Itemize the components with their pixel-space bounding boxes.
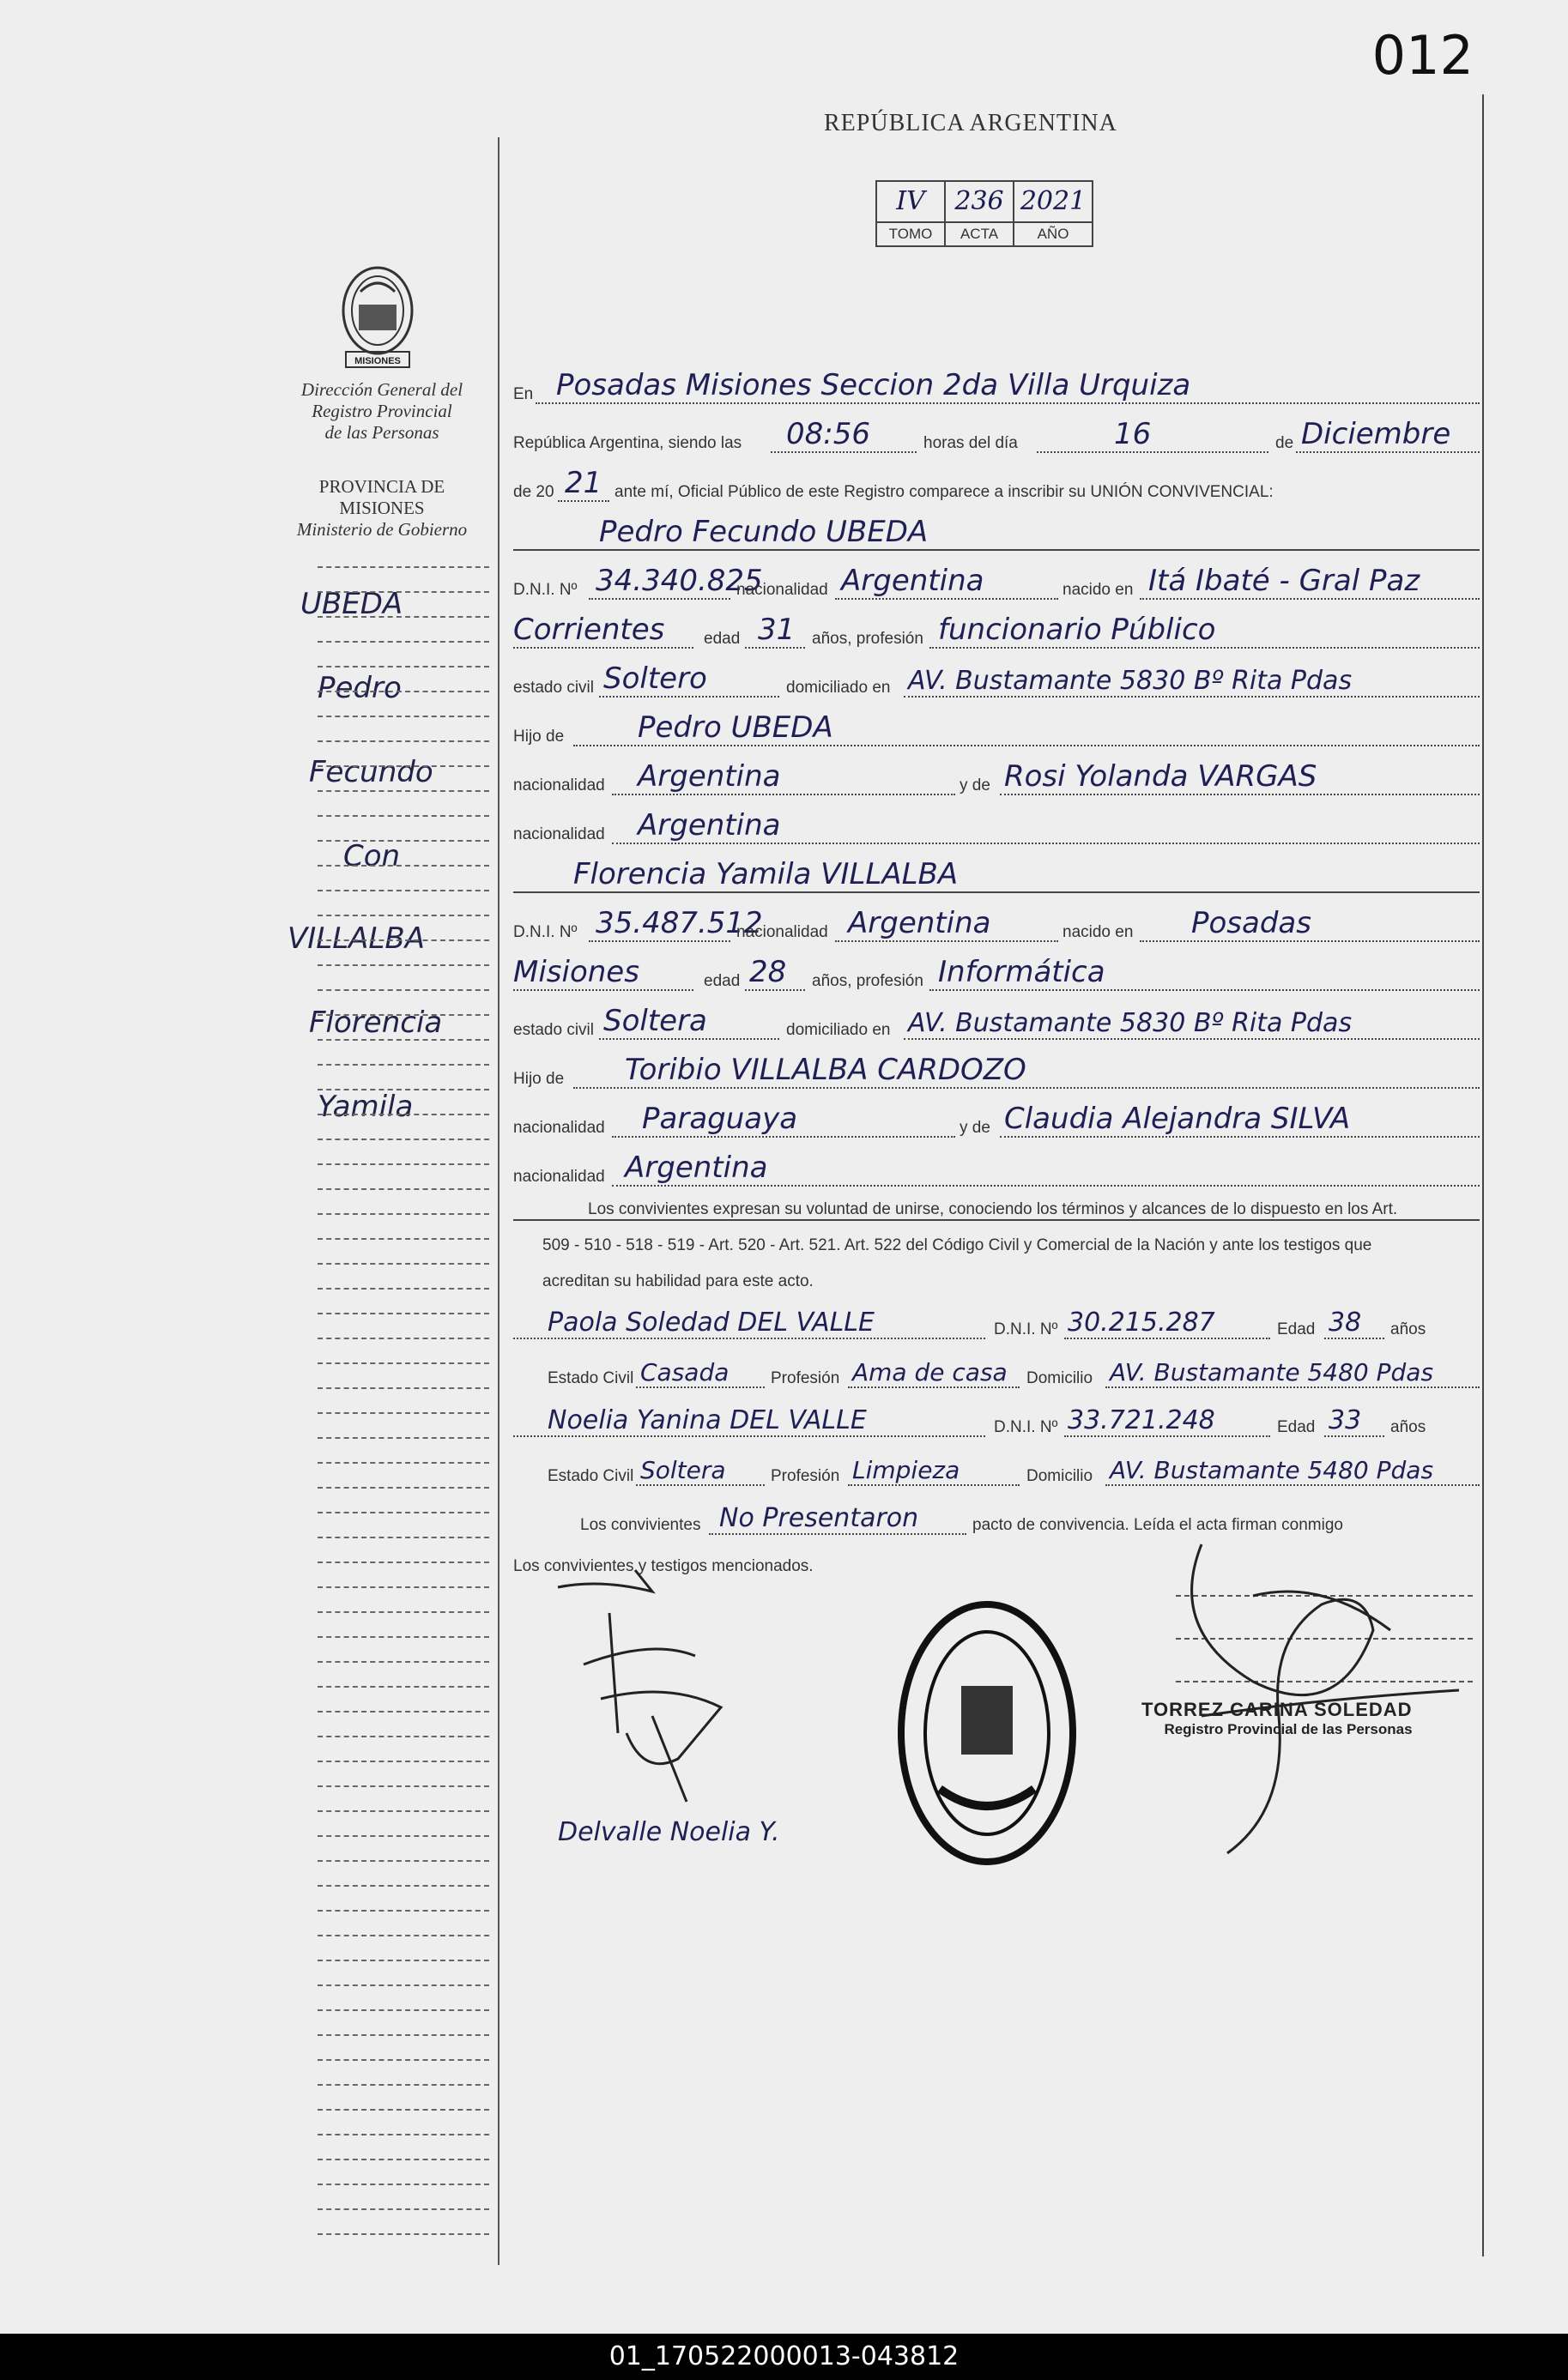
margin-rule — [318, 1537, 489, 1538]
provincia-line-2: MISIONES — [339, 498, 425, 518]
fill-line — [835, 940, 1058, 942]
witness-signature-icon — [549, 1561, 790, 1819]
fill-line — [1000, 1136, 1480, 1138]
margin-rule — [318, 1014, 489, 1016]
domicilio-label: domiciliado en — [786, 679, 891, 697]
fill-line — [599, 1038, 779, 1040]
edad-label: Edad — [1277, 1320, 1316, 1338]
domicilio-label: Domicilio — [1026, 1467, 1093, 1485]
fill-line — [745, 989, 805, 991]
row-p1-nombre — [513, 507, 1483, 556]
fill-line — [513, 1435, 985, 1437]
direccion-line-1: Dirección General del — [300, 379, 463, 400]
fill-line — [536, 402, 1480, 404]
margin-rule — [318, 2184, 489, 2185]
t1-dni: 30.215.287 — [1068, 1308, 1215, 1338]
acta-label: ACTA — [960, 226, 999, 242]
p2-profesion: Informática — [938, 955, 1105, 989]
estado-civil-label: estado civil — [513, 679, 594, 697]
fill-line — [636, 1386, 765, 1388]
margin-rule — [318, 1860, 489, 1862]
ministerio: Ministerio de Gobierno — [296, 519, 468, 540]
margin-rule — [318, 1761, 489, 1762]
provincia-block — [275, 476, 489, 541]
margin-rule — [318, 2233, 489, 2235]
fill-line — [1296, 451, 1480, 453]
p2-padre-nacionalidad: Paraguaya — [642, 1102, 798, 1136]
p1-dni: 34.340.825 — [596, 564, 763, 598]
pacto-label: pacto de convivencia. Leída el acta firman conmigo — [972, 1516, 1343, 1534]
margin-rule — [318, 1487, 489, 1489]
fill-line — [904, 1038, 1480, 1040]
row-p1-dni — [513, 556, 1483, 605]
margin-rule — [318, 1935, 489, 1936]
margin-rule — [318, 1163, 489, 1165]
fill-line — [1064, 1338, 1270, 1339]
row-p2-civil — [513, 996, 1483, 1045]
fill-line — [848, 1484, 1020, 1486]
row-p2-madre-nac — [513, 1143, 1483, 1192]
row-p1-civil — [513, 654, 1483, 703]
acta-form — [513, 360, 1483, 1226]
p2-nacionalidad: Argentina — [848, 906, 991, 940]
p2-nacido: Posadas — [1191, 906, 1311, 940]
margin-rule — [318, 915, 489, 916]
dni-label: D.N.I. Nº — [513, 923, 578, 941]
p1-nacido: Itá Ibaté - Gral Paz — [1148, 564, 1420, 598]
margin-rule — [318, 815, 489, 817]
fill-line — [1000, 794, 1480, 795]
margin-rule — [318, 790, 489, 792]
t2-domicilio: AV. Bustamante 5480 Pdas — [1110, 1456, 1434, 1484]
margin-rule — [318, 1089, 489, 1090]
margin-name: Florencia — [309, 1006, 443, 1040]
margin-name: Yamila — [318, 1090, 414, 1124]
row-hora — [513, 409, 1483, 458]
country-title: REPÚBLICA ARGENTINA — [824, 110, 1117, 136]
p2-nombre: Florencia Yamila VILLALBA — [573, 857, 959, 891]
margin-rule — [318, 691, 489, 692]
tomo-cell — [877, 182, 946, 245]
provincia-line-1: PROVINCIA DE — [318, 476, 445, 497]
edad-label: edad — [704, 630, 741, 648]
anios-label: años — [1390, 1418, 1426, 1436]
margin-rule — [318, 1039, 489, 1041]
row-t1-civil — [513, 1344, 1483, 1393]
fill-line — [904, 696, 1480, 698]
official-stamp-icon — [897, 1600, 1077, 1866]
margin-rule — [318, 2059, 489, 2061]
y-de-label: y de — [960, 1119, 990, 1137]
official-block — [1141, 1699, 1413, 1738]
margin-rule — [318, 989, 489, 991]
fill-line — [558, 500, 609, 502]
fill-line — [835, 598, 1058, 600]
fill-line — [771, 451, 917, 453]
official-name: TORREZ CARINA SOLEDAD — [1141, 1699, 1413, 1720]
p2-edad: 28 — [749, 955, 787, 989]
mes-value: Diciembre — [1301, 417, 1451, 451]
margin-rule — [318, 2109, 489, 2111]
margin-rule — [318, 2208, 489, 2210]
nacionalidad-label: nacionalidad — [513, 825, 605, 843]
official-signature-icon — [1150, 1527, 1493, 1862]
t1-edad: 38 — [1329, 1308, 1362, 1338]
margin-rule — [318, 1736, 489, 1737]
fill-line — [745, 647, 805, 649]
direccion-general — [283, 379, 481, 444]
lugar-value: Posadas Misiones Seccion 2da Villa Urquiza — [556, 368, 1191, 402]
intro-text: ante mí, Oficial Público de este Registro comparece a inscribir su UNIÓN CONVIVENCIAL: — [614, 483, 1274, 501]
t2-dni: 33.721.248 — [1068, 1405, 1215, 1435]
row-lugar — [513, 360, 1483, 409]
fill-line — [1037, 451, 1268, 453]
margin-rule — [318, 1188, 489, 1190]
margin-rule — [318, 1636, 489, 1638]
margin-rule — [318, 1238, 489, 1240]
fill-line — [573, 1087, 1480, 1089]
hijo-de-label: Hijo de — [513, 1070, 565, 1088]
p1-profesion: funcionario Público — [938, 613, 1216, 647]
margin-rule — [318, 1686, 489, 1688]
margin-rule — [318, 666, 489, 667]
row-t1-nombre — [513, 1296, 1483, 1344]
acta-value: 236 — [946, 182, 1013, 223]
margin-name: UBEDA — [300, 587, 403, 621]
p1-domicilio: AV. Bustamante 5830 Bº Rita Pdas — [908, 666, 1353, 696]
p2-nacido-2: Misiones — [513, 955, 639, 989]
margin-rule — [318, 1313, 489, 1314]
row-p2-edad — [513, 947, 1483, 996]
margin-rule — [318, 939, 489, 941]
p2-padre: Toribio VILLALBA CARDOZO — [625, 1053, 1026, 1087]
row-anio — [513, 458, 1483, 507]
profesion-label: Profesión — [771, 1369, 840, 1387]
margin-rule — [318, 1586, 489, 1588]
edad-label: edad — [704, 972, 741, 990]
margin-rule — [318, 1213, 489, 1215]
margin-rule — [318, 1885, 489, 1887]
margin-name: Pedro — [318, 671, 402, 705]
margin-name: Con — [343, 839, 401, 873]
margin-rule — [318, 1810, 489, 1812]
fill-line — [513, 989, 693, 991]
fill-line — [709, 1533, 966, 1535]
declaracion-line-2: 509 - 510 - 518 - 519 - Art. 520 - Art. 521. Art. 522 del Código Civil y Comercial de la Nación y ante los testigos que — [542, 1236, 1372, 1254]
row-t2-civil — [513, 1442, 1483, 1491]
p1-nombre: Pedro Fecundo UBEDA — [599, 515, 929, 549]
fill-line — [612, 843, 1480, 844]
dni-label: D.N.I. Nº — [513, 581, 578, 599]
t2-estado-civil: Soltera — [640, 1456, 726, 1484]
domicilio-label: Domicilio — [1026, 1369, 1093, 1387]
margin-name: Fecundo — [309, 755, 433, 789]
row-p2-madre — [513, 1094, 1483, 1143]
p2-estado-civil: Soltera — [603, 1004, 707, 1038]
margin-rule — [318, 1661, 489, 1663]
fill-line — [612, 1136, 955, 1138]
t1-profesion: Ama de casa — [852, 1358, 1008, 1386]
fill-line — [929, 989, 1480, 991]
margin-rule — [318, 616, 489, 618]
fill-line — [1064, 1435, 1270, 1437]
provincial-emblem-icon — [330, 257, 425, 378]
margin-rule — [318, 1338, 489, 1339]
direccion-line-2: Registro Provincial — [312, 401, 452, 421]
t1-domicilio: AV. Bustamante 5480 Pdas — [1110, 1358, 1434, 1386]
margin-rule — [318, 765, 489, 767]
edad-label: Edad — [1277, 1418, 1316, 1436]
profesion-label: Profesión — [771, 1467, 840, 1485]
t2-edad: 33 — [1329, 1405, 1362, 1435]
row-t2-nombre — [513, 1393, 1483, 1442]
page-number: 012 — [1371, 24, 1474, 87]
margin-rule — [318, 1785, 489, 1787]
fill-line — [848, 1386, 1020, 1388]
fill-line — [1140, 940, 1480, 942]
margin-rule — [318, 591, 489, 593]
dia-value: 16 — [1114, 417, 1152, 451]
row-p2-nombre — [513, 849, 1483, 898]
nacionalidad-label: nacionalidad — [513, 1119, 605, 1137]
row-p1-madre — [513, 752, 1483, 800]
acta-reference-box — [875, 180, 1093, 247]
convivientes-label: Los convivientes — [580, 1516, 701, 1534]
margin-rule — [318, 1387, 489, 1389]
footer-id: 01_170522000013-043812 — [0, 2334, 1568, 2380]
fill-line — [589, 598, 730, 600]
margin-rule — [318, 1064, 489, 1066]
row-p2-padre — [513, 1045, 1483, 1094]
margin-rule — [318, 1711, 489, 1713]
margin-rule — [318, 1960, 489, 1961]
official-role: Registro Provincial de las Personas — [1164, 1721, 1413, 1737]
margin-rule — [318, 1437, 489, 1439]
profesion-label: años, profesión — [812, 972, 923, 990]
p1-estado-civil: Soltero — [603, 661, 707, 696]
row-p1-edad — [513, 605, 1483, 654]
p1-nacido-2: Corrientes — [513, 613, 665, 647]
nacionalidad-label: nacionalidad — [513, 1168, 605, 1186]
estado-civil-label: estado civil — [513, 1021, 594, 1039]
fill-line — [1105, 1386, 1480, 1388]
fill-line — [589, 940, 730, 942]
margin-rule — [318, 716, 489, 717]
margin-rule — [318, 964, 489, 966]
margin-divider — [498, 137, 499, 2265]
de20-label: de 20 — [513, 483, 554, 501]
fill-line — [513, 647, 693, 649]
pacto-value: No Presentaron — [719, 1503, 919, 1533]
t2-nombre: Noelia Yanina DEL VALLE — [548, 1405, 867, 1435]
fill-line — [1105, 1484, 1480, 1486]
anio-label: AÑO — [1037, 226, 1069, 242]
margin-rule — [318, 2034, 489, 2036]
p2-madre-nacionalidad: Argentina — [625, 1151, 768, 1185]
margin-rule — [318, 2009, 489, 2011]
horas-label: horas del día — [923, 434, 1018, 452]
dni-label: D.N.I. Nº — [994, 1418, 1058, 1436]
margin-rule — [318, 2134, 489, 2135]
margin-rule — [318, 1835, 489, 1837]
margin-rule — [318, 1412, 489, 1414]
tomo-label: TOMO — [888, 226, 933, 242]
fill-line — [612, 1185, 1480, 1187]
margin-rule — [318, 865, 489, 867]
margin-rule — [318, 2084, 489, 2086]
row-p2-dni — [513, 898, 1483, 947]
estado-civil-label: Estado Civil — [548, 1369, 634, 1387]
fill-line — [573, 745, 1480, 746]
acta-cell — [946, 182, 1014, 245]
p2-madre: Claudia Alejandra SILVA — [1004, 1102, 1351, 1136]
fill-line — [513, 1338, 985, 1339]
margin-rule — [318, 2159, 489, 2160]
direccion-line-3: de las Personas — [324, 422, 439, 443]
estado-civil-label: Estado Civil — [548, 1467, 634, 1485]
nacionalidad-label: nacionalidad — [736, 581, 828, 599]
row-p1-madre-nac — [513, 800, 1483, 849]
margin-rule — [318, 840, 489, 842]
anios-label: años — [1390, 1320, 1426, 1338]
margin-rule — [318, 1611, 489, 1613]
fill-line — [513, 891, 1480, 893]
t1-estado-civil: Casada — [640, 1358, 730, 1386]
profesion-label: años, profesión — [812, 630, 923, 648]
en-label: En — [513, 385, 534, 403]
margin-rule — [318, 1561, 489, 1563]
p1-madre: Rosi Yolanda VARGAS — [1004, 759, 1317, 794]
anio-value: 2021 — [1014, 182, 1092, 223]
margin-rule — [318, 740, 489, 742]
fill-line — [636, 1484, 765, 1486]
nacido-label: nacido en — [1062, 581, 1134, 599]
margin-rule — [318, 1984, 489, 1986]
row-p1-padre — [513, 703, 1483, 752]
margin-rule — [318, 566, 489, 568]
margin-rule — [318, 1263, 489, 1265]
fill-line — [1140, 598, 1480, 600]
nacionalidad-label: nacionalidad — [736, 923, 828, 941]
hora-value: 08:56 — [786, 417, 870, 451]
p1-nacionalidad: Argentina — [841, 564, 984, 598]
declaracion-line-1: Los convivientes expresan su voluntad de unirse, conociendo los términos y alcances de lo dispuesto en los Art. — [588, 1200, 1398, 1218]
margin-rule — [318, 1114, 489, 1115]
margin-rule — [318, 641, 489, 643]
domicilio-label: domiciliado en — [786, 1021, 891, 1039]
margin-rule — [318, 1362, 489, 1364]
svg-text:MISIONES: MISIONES — [354, 356, 401, 366]
margin-rule — [318, 1139, 489, 1140]
nacido-label: nacido en — [1062, 923, 1134, 941]
cierre-text: Los convivientes y testigos mencionados. — [513, 1557, 814, 1575]
anio-cell — [1014, 182, 1092, 245]
dni-label: D.N.I. Nº — [994, 1320, 1058, 1338]
y-de-label: y de — [960, 776, 990, 794]
anio-value: 21 — [565, 466, 602, 500]
handwritten-signature-note: Delvalle Noelia Y. — [558, 1817, 780, 1847]
t2-profesion: Limpieza — [852, 1456, 960, 1484]
fill-line — [513, 549, 1480, 551]
declaracion-line-3: acreditan su habilidad para este acto. — [542, 1272, 814, 1290]
tomo-value: IV — [877, 182, 944, 223]
margin-rule — [318, 890, 489, 891]
hijo-de-label: Hijo de — [513, 728, 565, 746]
p1-padre-nacionalidad: Argentina — [638, 759, 781, 794]
de-label: de — [1275, 434, 1294, 452]
p1-padre: Pedro UBEDA — [638, 710, 833, 745]
margin-rule — [318, 1512, 489, 1513]
fill-line — [612, 794, 955, 795]
p2-domicilio: AV. Bustamante 5830 Bº Rita Pdas — [908, 1008, 1353, 1038]
margin-name: VILLALBA — [288, 921, 425, 956]
fill-line — [599, 696, 779, 698]
fill-line — [1324, 1435, 1384, 1437]
p1-edad: 31 — [758, 613, 796, 647]
margin-rule — [318, 1910, 489, 1912]
republica-label: República Argentina, siendo las — [513, 434, 742, 452]
fill-line — [929, 647, 1480, 649]
p1-madre-nacionalidad: Argentina — [638, 808, 781, 843]
nacionalidad-label: nacionalidad — [513, 776, 605, 794]
fill-line — [1324, 1338, 1384, 1339]
margin-rule — [318, 1462, 489, 1464]
t1-nombre: Paola Soledad DEL VALLE — [548, 1308, 875, 1338]
margin-rule — [318, 1288, 489, 1290]
p2-dni: 35.487.512 — [596, 906, 763, 940]
